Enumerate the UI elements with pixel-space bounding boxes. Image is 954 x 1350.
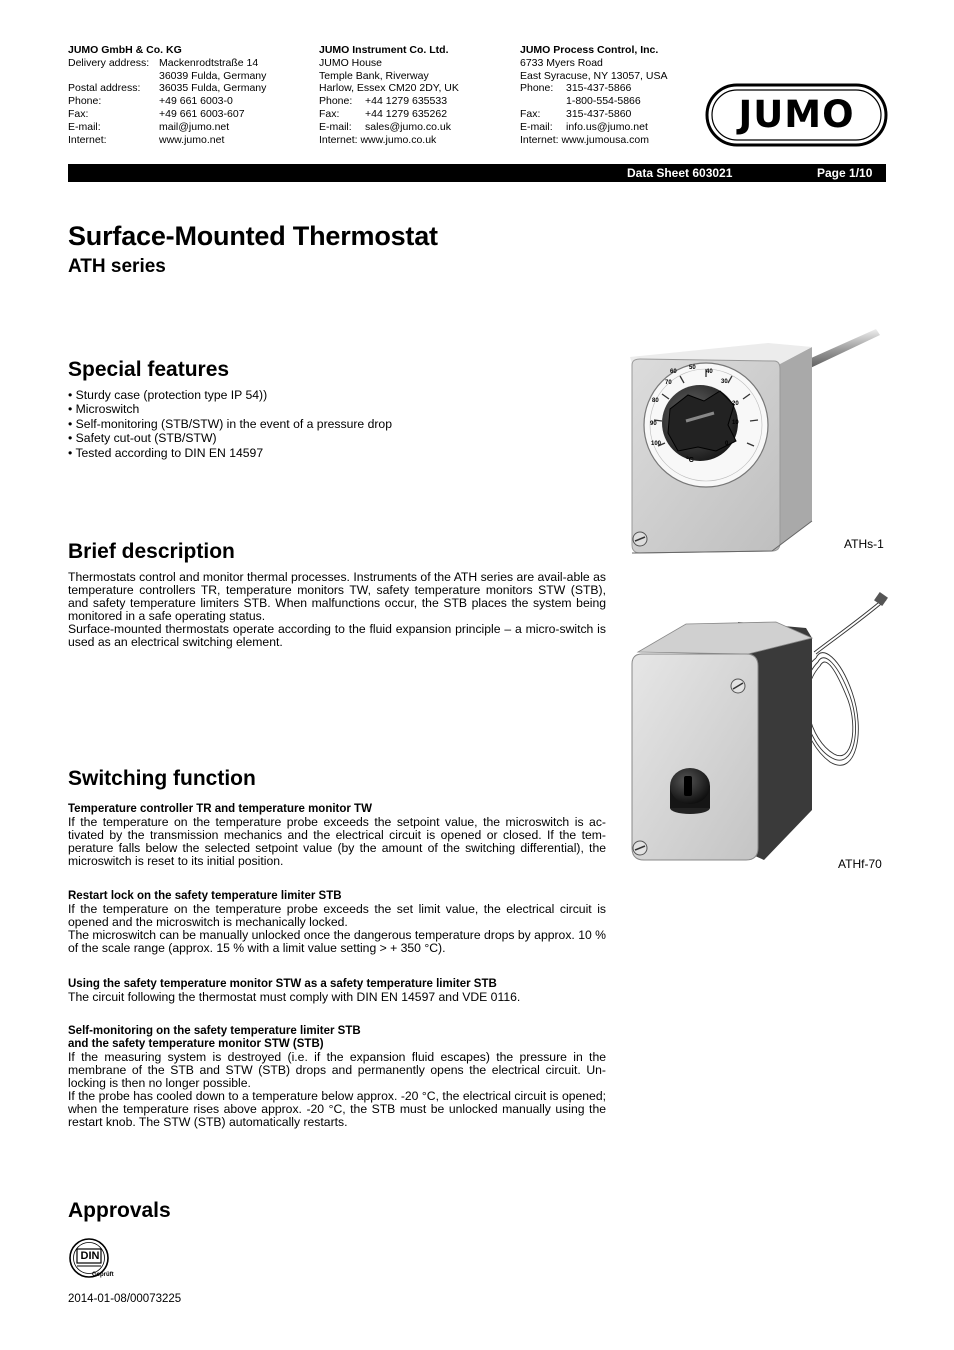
section-heading-brief-description: Brief description [68, 540, 235, 563]
dial-label: 40 [706, 369, 713, 375]
badge-subtext: Geprüft [92, 1272, 114, 1278]
address-value: Mackenrodtstraße 14 [159, 56, 259, 69]
fax-label: Fax: [68, 107, 89, 120]
switching-subsection-self-monitoring [68, 1025, 606, 1129]
subsection-title-line2: and the safety temperature monitor STW (STB) [68, 1038, 324, 1050]
dial-unit: °C [686, 457, 694, 464]
subsection-title: Temperature controller TR and temperature monitor TW [68, 803, 372, 815]
brief-description-text [68, 571, 606, 649]
paragraph: If the temperature on the temperature probe exceeds the set limit value, the electrical circuit is opened and the microswitch is mechanically locked. [68, 902, 606, 929]
switching-subsection-stw-as-stb [68, 978, 606, 1004]
fax-value: 315-437-5860 [566, 107, 632, 120]
product-image-aths-1 [628, 325, 884, 557]
email-label: E-mail: [319, 120, 352, 133]
section-heading-switching-function: Switching function [68, 767, 256, 790]
address-value: 36035 Fulda, Germany [159, 82, 267, 95]
list-item: • Self-monitoring (STB/STW) in the event of a pressure drop [68, 417, 598, 431]
email-value[interactable]: sales@jumo.co.uk [365, 120, 451, 133]
email-value[interactable]: mail@jumo.net [159, 120, 230, 133]
switching-subsection-restart-lock [68, 890, 606, 955]
company-name: JUMO Instrument Co. Ltd. [319, 44, 449, 56]
din-approval-badge [67, 1237, 117, 1283]
company-name: JUMO GmbH & Co. KG [68, 44, 182, 56]
dial-label: 90 [650, 421, 657, 427]
address-label: Postal address: [68, 82, 141, 95]
paragraph: Surface-mounted thermostats operate according to the fluid expansion principle – a micro-switch is used as an electrical switching element. [68, 622, 606, 649]
dial-label: 10 [732, 420, 739, 426]
paragraph: If the probe has cooled down to a temperature below approx. -20 °C, the electrical circuit is opened; when the temperature rises above approx. -20 °C, the STB must be unlocked manually using the restart knob. The STW (STB) automatically restarts. [68, 1089, 606, 1129]
company-address-germany [68, 44, 266, 146]
fax-value: +49 661 6003-607 [159, 107, 245, 120]
address-label [68, 70, 159, 83]
badge-text: DIN [80, 1250, 100, 1262]
address-line: 6733 Myers Road [520, 56, 603, 69]
list-item: • Microswitch [68, 402, 598, 416]
datasheet-number: Data Sheet 603021 [627, 166, 733, 180]
section-heading-approvals: Approvals [68, 1199, 171, 1222]
switching-subsection-tr-tw [68, 803, 606, 868]
dial-label: 50 [689, 365, 696, 371]
page-title: Surface-Mounted Thermostat [68, 221, 438, 251]
subsection-title: Self-monitoring on the safety temperature limiter STB [68, 1025, 361, 1037]
image-caption: ATHs-1 [844, 537, 884, 551]
paragraph: If the measuring system is destroyed (i.e. if the expansion fluid escapes) the pressure in the membrane of the STB and STW (STB) drops and permanently opens the electrical circuit. Un-locking is then no longer possible. [68, 1050, 606, 1090]
feature-list [68, 388, 598, 460]
address-line: East Syracuse, NY 13057, USA [520, 69, 668, 82]
address-value: 36039 Fulda, Germany [159, 69, 267, 82]
internet-value[interactable]: www.jumousa.com [561, 133, 649, 146]
list-item: • Tested according to DIN EN 14597 [68, 446, 598, 460]
internet-label: Internet: [68, 133, 107, 146]
paragraph: The circuit following the thermostat must comply with DIN EN 14597 and VDE 0116. [68, 990, 521, 1004]
dial-label: 70 [665, 380, 672, 386]
email-label: E-mail: [68, 120, 101, 133]
logo-text: JUMO [738, 93, 855, 136]
dial-label: 80 [652, 398, 659, 404]
section-heading-special-features: Special features [68, 358, 230, 381]
phone-label: Phone: [68, 95, 102, 108]
paragraph: Thermostats control and monitor thermal processes. Instruments of the ATH series are avail-able as temperature controllers TR, temperature monitors TW, safety temperature monitors STW (STB), and safety temperature limiters STB. When malfunctions occur, the STB places the system being monitored in a safe operating status. [68, 570, 606, 623]
address-label: Delivery address: [68, 56, 150, 69]
phone-value: +49 661 6003-0 [159, 95, 233, 108]
company-address-usa [520, 44, 667, 146]
internet-label: Internet: [520, 133, 559, 146]
list-item: • Sturdy case (protection type IP 54)) [68, 388, 598, 402]
email-label: E-mail: [520, 120, 553, 133]
dial-label: 20 [732, 401, 739, 407]
company-address-uk [319, 44, 459, 146]
address-line: Harlow, Essex CM20 2DY, UK [319, 82, 459, 95]
phone-label: Phone: [520, 82, 554, 95]
dial-label: 0 [725, 441, 729, 447]
dial-label: 30 [721, 379, 728, 385]
phone-value: 315-437-5866 [566, 82, 632, 95]
phone-label [520, 95, 566, 108]
image-caption: ATHf-70 [838, 857, 882, 871]
internet-label: Internet: [319, 133, 358, 146]
subsection-title: Restart lock on the safety temperature limiter STB [68, 890, 342, 902]
fax-label: Fax: [520, 107, 541, 120]
fax-value: +44 1279 635262 [365, 107, 448, 120]
phone-label: Phone: [319, 95, 353, 108]
document-footer-id: 2014-01-08/00073225 [68, 1293, 182, 1305]
internet-value[interactable]: www.jumo.net [159, 133, 225, 146]
page-number: Page 1/10 [817, 166, 873, 180]
address-line: JUMO House [319, 56, 383, 69]
list-item: • Safety cut-out (STB/STW) [68, 431, 598, 445]
datasheet-header-bar [68, 164, 886, 182]
subsection-title: Using the safety temperature monitor STW as a safety temperature limiter STB [68, 978, 497, 990]
jumo-logo [705, 83, 888, 147]
paragraph: The microswitch can be manually unlocked once the dangerous temperature drops by approx. 10 % of the scale range (approx. 15 % with a limit value setting > + 350 °C). [68, 928, 606, 955]
dial-label: 100 [651, 441, 662, 447]
fax-label: Fax: [319, 107, 340, 120]
phone-value: 1-800-554-5866 [566, 95, 641, 108]
product-image-athf-70 [626, 592, 890, 864]
paragraph: If the temperature on the temperature probe exceeds the setpoint value, the microswitch is ac-tivated by the transmission mechanics and the electrical circuit is opened or closed. If the tem-perature falls below the selected setpoint value (by the amount of the switching differential), the microswitch is reset to its initial position. [68, 815, 606, 868]
address-line: Temple Bank, Riverway [319, 69, 429, 82]
page-subtitle: ATH series [68, 256, 166, 277]
phone-value: +44 1279 635533 [365, 95, 448, 108]
company-name: JUMO Process Control, Inc. [520, 44, 659, 56]
internet-value[interactable]: www.jumo.co.uk [360, 133, 437, 146]
dial-label: 60 [670, 369, 677, 375]
email-value[interactable]: info.us@jumo.net [566, 120, 648, 133]
